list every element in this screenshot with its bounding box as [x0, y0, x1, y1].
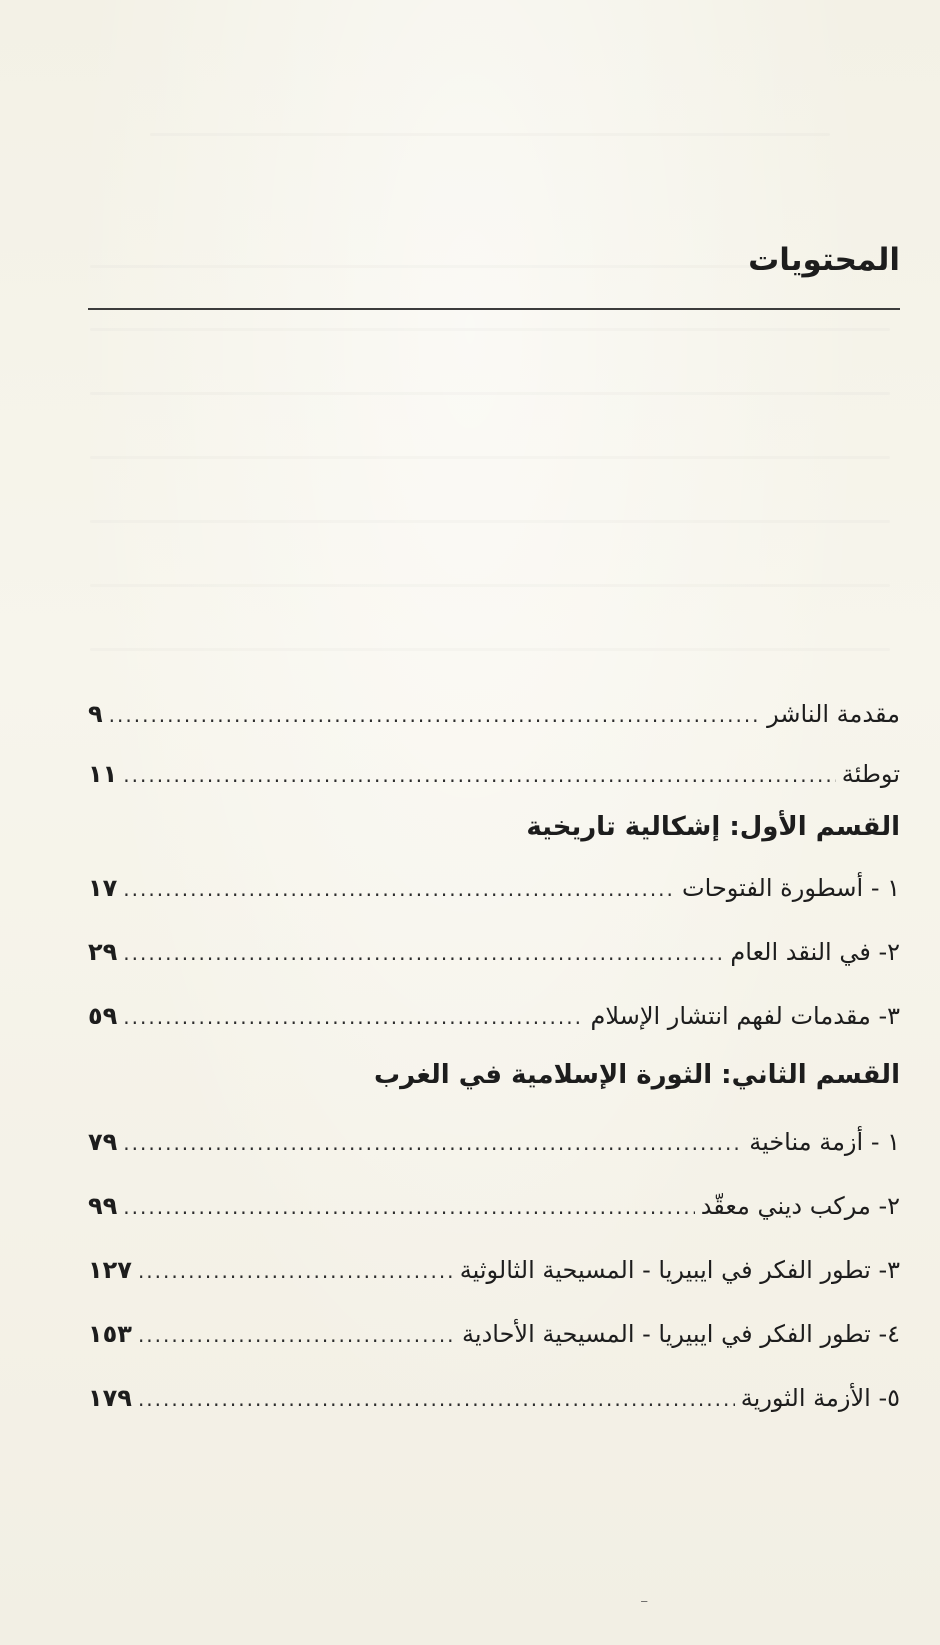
show-through-line: [90, 328, 890, 331]
toc-entry: [88, 1192, 900, 1220]
title-underline: [88, 308, 900, 310]
toc-entry-label: ١ - أزمة مناخية: [749, 1128, 900, 1156]
toc-entry-label: ٢- مركب ديني معقّد: [700, 1192, 900, 1220]
toc-entry-label: ٣- تطور الفكر في ايبيريا - المسيحية الثالوثية: [459, 1256, 900, 1284]
dot-leader: [123, 1131, 743, 1155]
toc-page-number: ١٢٧: [88, 1256, 132, 1284]
toc-page-number: ٩: [88, 700, 103, 728]
show-through-line: [90, 648, 890, 651]
toc-entry-label: ٥- الأزمة الثورية: [740, 1384, 900, 1412]
toc-entry-label: ١ - أسطورة الفتوحات: [682, 874, 900, 902]
show-through-line: [90, 520, 890, 523]
dot-leader: [138, 1259, 454, 1283]
section-heading-part-two: القسم الثاني: الثورة الإسلامية في الغرب: [374, 1060, 900, 1090]
toc-entry: [88, 1002, 900, 1030]
toc-entry: [88, 938, 900, 966]
show-through-line: [90, 392, 890, 395]
toc-page-number: ١٧٩: [88, 1384, 132, 1412]
toc-entry-label: ٢- في النقد العام: [730, 938, 900, 966]
dot-leader: [123, 941, 724, 965]
show-through-line: [90, 456, 890, 459]
dot-leader: [123, 1195, 694, 1219]
toc-entry-label: ٣- مقدمات لفهم انتشار الإسلام: [590, 1002, 900, 1030]
section-heading-part-one: القسم الأول: إشكالية تاريخية: [526, 812, 900, 842]
dot-leader: [123, 877, 676, 901]
toc-page-number: ١٥٣: [88, 1320, 132, 1348]
toc-entry: [88, 1256, 900, 1284]
page-title: المحتويات: [748, 242, 900, 278]
toc-entry: [88, 874, 900, 902]
paper-speck: ⁻: [640, 1595, 649, 1614]
toc-page-number: ٩٩: [88, 1192, 118, 1220]
toc-entry-label: توطئة: [841, 760, 900, 788]
dot-leader: [123, 763, 835, 787]
toc-page-number: ٢٩: [88, 938, 118, 966]
toc-entry-preface: [88, 760, 900, 788]
toc-page-number: ١٧: [88, 874, 118, 902]
show-through-line: [150, 133, 830, 136]
dot-leader: [109, 703, 762, 727]
toc-entry-publisher-intro: [88, 700, 900, 728]
toc-page-number: ١١: [88, 760, 118, 788]
toc-entry: [88, 1128, 900, 1156]
toc-entry: [88, 1384, 900, 1412]
toc-entry-label: مقدمة الناشر: [767, 700, 900, 728]
toc-page-number: ٧٩: [88, 1128, 118, 1156]
dot-leader: [123, 1005, 584, 1029]
toc-page-number: ٥٩: [88, 1002, 118, 1030]
toc-entry-label: ٤- تطور الفكر في ايبيريا - المسيحية الأحادية: [462, 1320, 900, 1348]
toc-entry: [88, 1320, 900, 1348]
dot-leader: [138, 1387, 735, 1411]
show-through-line: [90, 584, 890, 587]
dot-leader: [138, 1323, 456, 1347]
